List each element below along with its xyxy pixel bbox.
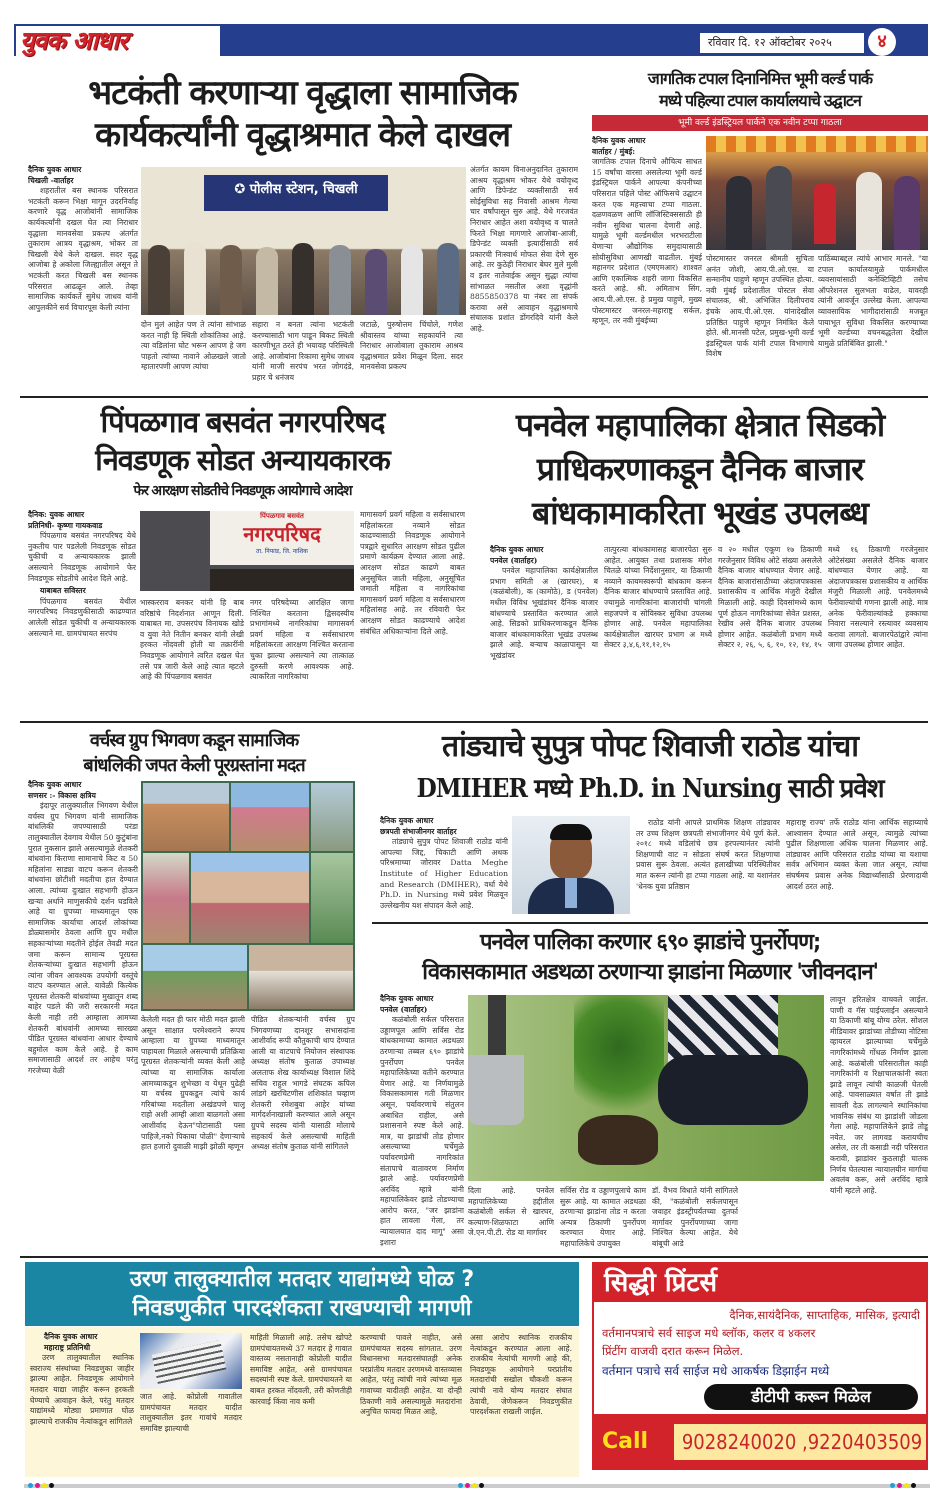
photo-nagarparishad (140, 511, 354, 591)
article-zade-left (380, 994, 464, 1254)
article-uran-col1: उरण तालुक्यातील स्थानिक स्वराज्य संस्थांच्या निवडणुका जाहीर झाल्या आहेत. निवडणूक आयोगाने मतदार याद्या जाहीर करून हरकती घेण्याचे आवाहन केले, परंतु मतदार याद्यांमध्ये मोठ्या प्रमाणात घोळ झाल्याचे राजकीय नेत्यांकडून सांगितले (30, 1353, 134, 1426)
headline-uran-box (25, 1262, 579, 1326)
issue-date: रविवार दि. १२ ऑक्टोबर २०२५ (700, 33, 864, 53)
article-rathod-col2: राठोड यांनी आपले प्राथमिक शिक्षण तांड्यावर तर उच्च शिक्षण छत्रपती संभाजीनगर येथे पूर्ण केले. २०१८ मध्ये वडिलांचे छत्र हरपल्यानंतर त्यांनी शिक्षणाची वाट न सोडता संघर्ष करत शिक्षणाचा प्रवास सुरू ठेवला. अत्यंत हलाखीच्या परिस्थितीवर मात करून त्यांनी हा टप्पा गाठला आहे. या यशानंतर 'धेनक युवा प्रतिष्ठान (636, 818, 780, 891)
photo-voter-list (140, 1333, 242, 1389)
headline-zade-2: विकासकामात अडथळा ठरणाऱ्या झाडांना मिळणार 'जीवनदान' (422, 960, 878, 985)
article-zade-col5: लावून हरितक्षेत्र वाचवले जाईल. पाणी व गॅस पाईपलाईन असल्याने या ठिकाणी बांबू योग्य ठरेल. सोशल मीडियावर झाडांच्या तोडीच्या नोटिसा व्हायरल झाल्याच्या चर्चेमुळे नागरिकांमध्ये गोंधळ निर्माण झाला आहे. कळंबोली परिसरातील काही नागरिकांनी व रिक्षाचालकांनी स्वतः झाडे लावून त्यांची काळजी घेतली आहे. पावसाळ्यात वर्षात ती झाडे सावली देऊ लागल्याने स्थानिकांचा भावनिक संबंध या झाडांशी जोडला गेला आहे. महापालिकेने झाडे तोडू नयेत. जर लागवड करायचीच असेल, तर ती कसाडी नदी परिसरात करावी, झाडांवर कुठलाही घातक निर्णय घेतल्यास न्यायालयीन मार्गाचा अवलंब करू, असे अरविंद म्हात्रे यांनी म्हटले आहे. (830, 995, 928, 1195)
headline-vruddha-2: कार्यकर्त्यांनी वृद्धाश्रमात केले दाखल (94, 115, 511, 155)
headline-pimpalgaon-2: निवडणूक सोडत अन्यायकारक (95, 443, 390, 477)
section-divider (372, 922, 928, 924)
article-vruddha-col3: सहारा न बनता त्यांना भटकंती करण्यासाठी भाग पाडून बिकट स्थिती कारणीभूत ठरते ही भयावह परिस्थिती आहे. आजोबांना रिकामा सुमेध जाधव यांनी माजी सरपंच भरत जोगदंडे, प्रहार चे धनंजय (252, 320, 354, 382)
article-pimpalgaon-col3: नगर परिषदेच्या आरक्षित जागा निश्चित करताना द्विसदस्यीय प्रभागांमध्ये नागरिकांचा मागासवर्ग प्रवर्ग महिला व सर्वसाधारण महिलांकरता आरक्षण निश्चित करताना चुका झाल्या असल्याने त्या तात्काळ दुरुस्ती करणे आवश्यक आहे. त्याकरिता नागरिकांचा (250, 598, 354, 682)
ad-line-3: प्रिंटींग वाजवी दरात करून मिळेल. (602, 1344, 744, 1358)
group-people (141, 235, 466, 315)
article-zade-col3: सर्विस रोड व उड्डाणपुलाचे काम सुरू आहे. या कामात अडथळा ठरणाऱ्या झाडांना तोड न करता अन्यत्र ठिकाणी पुनर्रोपण करण्यात येणार आहे. महापालिकेचे उपायुक्त (560, 1186, 646, 1248)
cmyk-marks-right (890, 1483, 916, 1488)
ad-title: सिद्धी प्रिंटर्स (604, 1268, 718, 1298)
ad-dtp-pill: डीटीपी करून मिळेल (704, 1384, 918, 1410)
headline-zade-1: पनवेल पालिका करणार ६९० झाडांचे पुनर्रोपण; (480, 930, 820, 955)
article-tapal-col3: पाठिंब्याबद्दल त्यांचे आभार मानले. "या टपाल कार्यालयामुळे पार्कमधील व्यवसायांसाठी कनेक्टिव्हिटी तसेच ऑपरेशनल सुलभता वाढेल, यावरही त्यांनी आवर्जून उल्लेख केला. आपल्या व्यावसायिक भागीदारांसाठी मजबूत पायाभूत सुविधा विकसित करण्याच्या भूमी वर्ल्डच्या वचनबद्धतेला देखील यामुळे प्रतिबिंबित झाली." (818, 254, 928, 348)
cmyk-marks-center (458, 1483, 484, 1488)
article-varchasva-col3: पीडित शेतकऱ्यांनी वर्चस्व ग्रुप भिगवणच्या दानशूर सभासदांना आशीर्वाद रूपी कौतुकाची थाप देण्यात आली या वाटपाचे नियोजन संस्थापक अध्यक्ष संतोष कुताळ उपाध्यक्ष अलताफ शेख कार्याध्यक्ष विशाल शिंदे सचिव राहुल भागडे संघटक कपिल लांडगे खरचिटणीस शशिकांत चव्हाण शेतकरी रमेशबुवा आहेर यांच्या मार्गदर्शनाखाली करण्यात आले असून ग्रुपचे सदस्य यांनी यासाठी मोलाचे सहकार्य केले असल्याची माहिती अध्यक्ष संतोष कुताळ यांनी सांगितले (251, 1015, 355, 1152)
article-varchasva-col1: इंदापूर तालुक्यातील भिगवण येथील वर्चस्व ग्रुप भिगवण यांनी सामाजिक बांधलिकी जपण्यासाठी परंडा तालुक्यातील देवगाव येथील 50 कुटुंबांना पुरात नुकसान झाले असल्यामुळे शेतकरी बांधवांना किराणा सामानाचे किट व 50 महिलांना साड्या वाटप करून शेतकरी बांधवांना छोटीशी मदतीचा हात देण्यात आला. त्यांच्या दुःखात सहभागी होऊन खऱ्या अर्थाने माणुसकीचे दर्शन घडविले आहे या ग्रुपच्या माध्यमातून एक सामाजिक कार्याचा आदर्श लोकांच्या डोळ्यासमोर ठेवला आणि ग्रुप मधील सहकाऱ्यांच्या मदतीने होईल तेवढी मदत जमा करून सामान्य पूरग्रस्त शेतकऱ्यांच्या दुःखात सहभागी होऊन त्यांना जीवन आवश्यक उपयोगी वस्तूंचे वाटप करण्यात आले. यावेळी कित्येक पूरग्रस्त शेतकरी बांधवांच्या मुखातून शब्द बाहेर पडले की जरी सरकारनी मदत केली नाही तरी आम्हाला आमच्या शेतकरी बांधवांनी आमच्या सारख्या पीडित पूरग्रस्त बांधवांना आधार देण्याचे बहुमोल काम केले आहे. हे काम समाजासाठी आदर्श तर आहेच परंतु गरजेच्या वेळी (28, 801, 138, 1076)
subhead-pimpalgaon: फेर आरक्षण सोडतीचे निवडणूक आयोगाचे आदेश (133, 483, 352, 499)
photo-post-office-inauguration (706, 136, 928, 250)
byline-place: प्रतिनिधी- कृष्णा गायकवाड (28, 520, 103, 530)
article-tapal-col1: जागतिक टपाल दिनाचे औचित्य साधत 15 वर्षांचा वारसा असलेल्या भूमी वर्ल्ड इंडस्ट्रियल पार्कने आपल्या कंपनीच्या परिसरात पहिले पोस्ट ऑफिसचे उद्घाटन करत एक महत्त्वाचा टप्पा गाठला. दळणवळण आणि लॉजिस्टिक्ससाठी ही नवीन सुविधा चालना देणारी आहे. यामुळे भूमी वर्ल्डमधील भरभराटीला येणाऱ्या औद्योगिक समुदायासाठी सोयीसुविधा आणखी वाढतील. मुंबई महानगर प्रदेशात (एमएमआर) शाश्वत आणि एकात्मिक शहरी जागा विकसित करते आहे. श्री. अमिताभ सिंग, आय.पी.ओ.एस. हे प्रमुख पाहुणे, मुख्य पोस्टमास्टर जनरल-महाराष्ट्र सर्कल, म्हणून, तर नवी मुंबईच्या (592, 157, 702, 326)
article-varchasva-col2: केलेली मदत ही फार मोठी मदत झाली असून साक्षात परमेश्वराने रूपच आम्हाला या ग्रुपच्या माध्यमातून पाहायला मिळाले असल्याची प्रतिक्रिया पूरग्रस्त शेतकऱ्यांनी व्यक्त केली आहे त्यांच्या या सामाजिक कार्याला आमच्याकडून शुभेच्छा व येथून पुढेही या वर्चस्व ग्रुपकडून त्यांचे कार्य गरिबांच्या मदतीला अखंडपणे चालू राहो अशी आम्ही आशा बाळगतो असा आशीर्वाद देऊन"पोटासाठी पसा पाहिजे,नको पिकाया पोळी" देणाऱ्याचे हात हजारो दुवाळी माझी झोळी म्हणून (141, 1015, 245, 1152)
post-box (814, 184, 836, 244)
byline-place: वार्ताहर / मुंबई: (592, 146, 636, 156)
portrait-tie (565, 878, 577, 908)
collage-photo (143, 945, 247, 1009)
article-rathod-col3: महाराष्ट्र राज्य' तर्फे राठोड यांना आर्थिक सहाय्याचे आश्वासन देण्यात आले असून, त्यामुळे त्यांच्या पुढील शिक्षणाला अधिक चालना मिळणार आहे. तांड्यावर आणि परिसरात राठोड यांच्या या यशाचा सर्वत्र अभिमान व्यक्त केला जात असून, त्यांचा संघर्षमय प्रवास अनेक विद्यार्थ्यांसाठी प्रेरणादायी आदर्श ठरत आहे. (786, 818, 928, 891)
article-panvel-col1: पनवेल महापालिका कार्यक्षेत्रातील प्रभाग समिती अ (खारघर), ब (कळंबोली), क (कामोठे), ड (पनवेल) मधील विविध भूखंडांवर दैनिक बाजार बांधण्याचे प्रस्तावित करण्यात आले आहे. सिडको प्राधिकरणाकडून दैनिक बाजार बांधकामाकरिता भूखंड उपलब्ध झाले आहे. बऱ्याच काळापासून या भूखंडांवर (490, 566, 598, 660)
article-vruddha-col5: अंतर्गत कायम विनाअनुदानित तुकाराम आश्रय वृद्धाश्रम भोकर येथे वयोवृध्द आणि डिपेन्डंट व्यक्तीसाठी सर्व सोईसुविधा सह निवासी आश्रम गेल्या चार वर्षांपासून सुरु आहे. येथे गरजवंत निराधार आहेत अशा वयोवृध्द व चालते फिरते भिक्षा मागणारे आजोबा-आजी, डिपेन्डंट व्यक्ती इत्यादींसाठी सर्व प्रकारची निःस्वार्थ मोफत सेवा देणे सुरु आहे. तर कुठेही निराधार बेघर मुले मुली व इतर नातेवाईक असून सुद्धा त्यांचा सांभाळत नसतील अशा वृद्धांनी 8855850378 या नंबर ला संपर्क करावा असे आवाहन वृद्धाश्रमाचे संचालक प्रशांत डोंगरदिवे यांनी केले आहे. (470, 165, 578, 333)
article-tapal-left (592, 136, 702, 390)
article-uran-col2: जात आहे. कोप्रोली गावातील ग्रामपंचायत मतदार यादीत तालुक्यातील इतर गावांचे मतदार समाविष्ट झाल्याची (140, 1392, 242, 1433)
byline-paper: दैनिक युवक आधार (490, 545, 544, 554)
article-pimpalgaon-col1a: पिंपळगाव बसवंत नगरपरिषद येथे नुकतीच पार पडलेली निवडणूक सोडत चुकीची व अन्यायकारक झाली असल्याने निवडणूक आयोगाने फेर निवडणूक सोडतीचे आदेश दिले आहे. (28, 531, 136, 583)
article-uran-left (30, 1332, 134, 1472)
photo-police-station (141, 167, 466, 315)
byline-paper: दैनिक: युवक आधार (28, 510, 85, 519)
headline-rathod-2: DMIHER मध्ये Ph.D. in Nursing साठी प्रवेश (416, 774, 884, 804)
article-zade-col4: डॉ. वैभव विधाते यांनी सांगितले की, "कळंबोली सर्कलपासून जवाहर इंडस्ट्रीपर्यंतच्या दुतर्फा मार्गावर पुनर्रोपणाच्या जागा निश्चित केल्या आहेत. येथे बांबूची आडे (652, 1186, 738, 1248)
article-zade-col1: कळंबोली सर्कल परिसरात उड्डाणपूल आणि सर्विस रोड बांधकामाच्या कामात अडथळा ठरणाऱ्या तब्बल ६९० झाडांचे पुनर्रोपण पनवेल महापालिकेच्या वतीने करण्यात येणार आहे. या निर्णयामुळे विकासकामास गती मिळणार असून, पर्यावरणाचे संतुलन अबाधित राहील, असे प्रशासनाने स्पष्ट केले आहे. मात्र, या झाडांची तोड होणार असल्याच्या चर्चेमुळे पर्यावरणप्रेमी नागरिकांत संतापाचे वातावरण निर्माण झाले आहे. पर्यावरणप्रेमी अरविंद म्हात्रे यांनी महापालिकेवर झाडे तोडण्याचा आरोप करत, "जर झाडांना हात लावला गेला, तर न्यायालयात दाद मागू" असा इशारा (380, 1015, 464, 1247)
byline-place: महाराष्ट्र प्रतिनिधी (44, 1342, 91, 1352)
byline-place: छत्रपती संभाजीनगर वार्ताहर (380, 826, 457, 836)
sign-main: नगरपरिषद (243, 522, 321, 546)
voter-list-lines (152, 1340, 227, 1384)
headline-tapal-1: जागतिक टपाल दिनानिमित्त भूमी वर्ल्ड पार्क (647, 69, 873, 88)
article-vruddha-left (28, 165, 138, 390)
headline-panvel-3: बांधकामाकरिता भूखंड उपलब्ध (532, 494, 868, 532)
photo-popat-rathod (512, 816, 630, 914)
collage-photo (143, 783, 229, 851)
article-vruddha-col2: दोन मुलं आहेत पण ते त्यांना सांभाळ करत नाही हि स्थिती शोकांतिका आहे. त्या वडिलांना घोट भरून आपण हे जग पाहतो त्यांच्या नावाने ओळखले जातो म्हातारपणी आपण त्यांचा (141, 320, 246, 372)
article-vruddha-col4: जटाळे, पुरुषोत्तम चिंचोले, गणेश श्रीवास्तव यांच्या सहकार्याने त्या निराधार आजोबाला तुकाराम आश्रय वृद्धाश्रमात प्रवेश मिळून दिला. सदर मानवसेवा प्रकल्प (360, 320, 463, 372)
byline-paper: दैनिक युवक आधार (28, 780, 82, 789)
article-tapal-col2: पोस्टमास्तर जनरल श्रीमती सुचिता अनंत जोशी, आय.पी.ओ.एस. या सन्मानीय पाहुणे म्हणून उपस्थित होत्या. नवी मुंबई प्रदेशातील पोस्टल सेवा संचालक, श्री. अभिजित दिलीपराव इंचके आय.पी.ओ.एस. यांनादेखील प्रतिष्ठित पाहुणे म्हणून निमंत्रित केले होते. श्री.मानसी पटेल, प्रमुख-भूमी वर्ल्ड इंडस्ट्रियल पार्क यांनी टपाल विभागाचे विशेष (706, 254, 814, 359)
headline-panvel-2: प्राधिकरणाकडून दैनिक बाजार (536, 450, 864, 488)
article-vruddha-col1: शहरातील बस स्थानक परिसरात भटकंती करून भिक्षा मागून उदरनिर्वाह करणारे वृद्ध आजोबांनी सामाजिक कार्यकर्त्यांनी दखल घेत त्या निराधार वृद्धाला मानवसेवा प्रकल्प अंतर्गत तुकाराम आत्रय वृद्धाश्रम, भोकर ता चिखली येथे केले दाखल. सदर वृद्ध आजोबा हे अकोला जिल्ह्यातील असून ते भटकंती करत चिखली बस स्थानक परिसरात आढळून आले. तेव्हा सामाजिक कार्यकर्ते सुमेध जाधव यांनी आपुलकीने सर्व विचारपूस केली त्यांना (28, 186, 138, 312)
collage-photo (231, 783, 309, 851)
sapling (574, 995, 664, 1125)
byline-paper: दैनिक युवक आधार (28, 165, 82, 174)
headline-pimpalgaon-1: पिंपळगाव बसवंत नगरपरिषद (100, 405, 385, 439)
headline-panvel-1: पनवेल महापालिका क्षेत्रात सिडको (515, 406, 885, 444)
advertisement-siddhi-printers (592, 1262, 928, 1470)
collage-photo (143, 853, 189, 943)
sign-sub: ता. निफाड, जि. नाशिक (256, 548, 308, 555)
byline-paper: दैनिक युवक आधार (380, 816, 434, 825)
portrait-hair (550, 824, 592, 840)
headline-varchasva-2: बांधलिकी जपत केली पूरग्रस्तांना मदत (83, 755, 305, 776)
byline-paper: दैनिक युवक आधार (44, 1332, 98, 1341)
byline-place: चिखली -वार्ताहर (28, 175, 74, 185)
photo-collage-flood-relief (141, 781, 355, 1011)
collage-photo (311, 783, 353, 851)
article-pimpalgaon-col4: मागासवर्ग प्रवर्ग महिला व सर्वसाधारण महिलांकरता नव्याने सोडत काढण्यासाठी निवडणूक आयोगाने पत्रद्वारे सुधारित आरक्षण सोडत पुढील प्रमाणे कार्यक्रम देण्यात आला आहे. आरक्षण सोडत काढणे बाबत अनुसूचित जाती महिला, अनुसूचित जमाती महिला व नागरिकांचा मागासवर्ग प्रवर्ग महिला व सर्वसाधारण महिलांसह आहे. तर रविवारी फेर आरक्षण सोडत काढण्याचे आदेश संबंधित अधिकाऱ्यांना दिले आहे. (360, 510, 465, 636)
police-sign-text: पोलीस स्टेशन, चिखली (249, 182, 358, 197)
article-varchasva-left (28, 780, 138, 1254)
headline-uran-2: निवडणुकीत पारदर्शकता राखण्याची मागणी (132, 1296, 472, 1321)
ad-call-label: Call (602, 1429, 649, 1454)
ad-line-2: वर्तमानपत्राचे सर्व साइज मधे ब्लॉक, कलर व ४कलर (602, 1326, 816, 1340)
byline-paper: दैनिक युवक आधार (592, 136, 646, 145)
article-pimpalgaon-col1b: पिंपळगाव बसवंत येथील नगरपरिषद निवडणुकीसाठी काढण्यात आलेली सोडत चुकीची व अन्यायकारक असल्याने मा. ग्रामपंचायत सरपंच (28, 596, 136, 638)
article-panvel-col3: व २० मधील एकूण १७ ठिकाणी गरजेनुसार विविध ओटे संख्या असलेले दैनिक बाजार बांधण्यात येणार आहे. दैनिक बाजारांसाठीच्या अंदाजपत्रकास प्रशासकीय व आर्थिक मंजुरी देखील मिळाली आहे. काही दिवसांमध्ये काम पूर्ण होऊन नागरिकांच्या सेवेत प्रशस्त, रेखीव असे दैनिक बाजार उपलब्ध होणार आहेत. कळंबोली प्रभाग मध्ये सेक्टर २, २६, ५, ६, १०, १२, १४, १५ (718, 545, 822, 650)
section-divider (20, 721, 928, 723)
ad-phone-numbers[interactable]: 9028240020 ,9220403509 (681, 1430, 923, 1454)
article-pimpalgaon-left (28, 510, 136, 718)
article-uran-col5: असा आरोप स्थानिक राजकीय नेत्यांकडून करण्यात आला आहे. राजकीय नेत्यांची मागणी आहे की, निवडणूक आयोगाने परप्रांतीय मतदारांची सखोल चौकशी करून त्यांची नावे योग्य मतदार संघात ठेवावी, जेणेकरून निवडणुकीत पारदर्शकता राखली जाईल. (470, 1333, 572, 1417)
sign-top: पिंपळगाव बसवंत (260, 512, 304, 520)
subhead-inline: याबाबत सविस्तर (40, 586, 86, 596)
byline-place: पनवेल (वार्ताहर) (490, 555, 538, 565)
article-panvel-col2: तात्पुरत्या बांधकामासह बाजारपेठा सुरु आहेत. आयुक्त तथा प्रशासक मंगेश चितळे यांच्या निर्देशानुसार, या ठिकाणी नव्याने कायमस्वरूपी बांधकाम करून दैनिक बाजार बांधण्याचे प्रस्तावित आहे. ज्यामुळे नागरिकांना बाजारांची चांगली सहजपणे व सोयिस्कर सुविधा उपलब्ध होणार आहे. पनवेल महापालिका कार्यक्षेत्रातील खारघर प्रभाग अ मध्ये सेक्टर ३,४,६,११,१२,१५ (604, 545, 712, 650)
collage-photo (191, 853, 309, 943)
section-divider (20, 396, 928, 398)
cmyk-marks-left (28, 1483, 54, 1488)
article-uran-col4: करण्याची पावले नाहीत, असे ग्रामपंचायत सदस्य सांगतात. उरण विधानसभा मतदारसंघातही अनेक परप्रांतीय मतदार उरणमध्ये वास्तव्यास आहेत, परंतु त्यांची नावे त्यांच्या मूळ गावाच्या यादीतही आहेत. या दोन्ही ठिकाणी नावे असल्यामुळे मतदारांना अनुचित फायदा मिळत आहे, (360, 1333, 462, 1417)
police-sign (204, 175, 388, 211)
headline-vruddha-1: भटकंती करणाऱ्या वृद्धाला सामाजिक (88, 73, 517, 113)
article-rathod-col1: तांड्याचे सुपुत्र पोपट शिवाजी राठोड यांनी आपल्या जिद्द, चिकाटी आणि अथक परिश्रमाच्या जोरावर Datta Meghe Institute of Higher Education and Research (DMIHER), वर्धा येथे Ph.D. in Nursing मध्ये प्रवेश मिळवून उल्लेखनीय यश संपादन केले आहे. (380, 837, 508, 910)
nagarparishad-sign (210, 511, 354, 565)
collage-photo (249, 945, 353, 1009)
photo-tree-planting (468, 995, 824, 1181)
page-number: ४ (868, 28, 896, 56)
byline-place: सणसर :- विकास क्षत्रिय (28, 790, 96, 800)
ad-line-1: दैनिक,सायंदैनिक, साप्ताहिक, मासिक, इत्यादी (729, 1308, 920, 1322)
headline-uran-1: उरण तालुक्यातील मतदार याद्यांमध्ये घोळ ? (129, 1267, 475, 1292)
person-jeans (658, 1055, 808, 1125)
byline-paper: दैनिक युवक आधार (380, 994, 434, 1003)
collage-photo (311, 853, 353, 943)
subhead-tapal: भूमी वर्ल्ड इंडस्ट्रियल पार्कने एक नवीन टप्पा गाठला (592, 115, 928, 131)
article-zade-col2: दिला आहे. पनवेल महापालिकेच्या हद्दीतील कळंबोली सर्कल से खारघर, कल्याण-शिळफाटा आणि जे.एन.पी.टी. रोड या मार्गावर (468, 1186, 554, 1238)
headline-rathod-1: तांड्याचे सुपुत्र पोपट शिवाजी राठोड यांचा (441, 729, 859, 764)
soil-root-ball (578, 1115, 658, 1165)
article-panvel-left (490, 545, 598, 717)
article-rathod-left (380, 816, 508, 918)
marigold-garland (706, 136, 928, 152)
headline-tapal-2: मध्ये पहिल्या टपाल कार्यालयाचे उद्घाटन (659, 91, 861, 110)
headline-varchasva-1: वर्चस्व ग्रुप भिगवण कडून सामाजिक (89, 730, 299, 751)
police-emblem-icon: ✪ (234, 182, 250, 197)
ad-line-4: वर्तमान पत्राचे सर्व साईज मधे आकर्षक डिझाईन मध्ये (602, 1364, 830, 1378)
article-pimpalgaon-col2: भास्करराव बनकर यांनी हि बाब वरिष्ठांचे निदर्शनात आणून दिली. याबाबत मा. उपसरपंच विनायक खोडे व युवा नेते नितीन बनकर यांनी लेखी हरकत नोंदवली होती या तक्रारींनी निवडणूक आयोगाने त्वरित दखल घेत तसे पत्र जारी केले आहे त्यात म्हटले आहे की पिंपळगाव बसवंत (140, 598, 244, 682)
byline-place: पनवेल (वार्ताहर) (380, 1004, 428, 1014)
article-panvel-col4: मध्ये १६ ठिकाणी गरजेनुसार ओटेसंख्या असलेले दैनिक बाजार बांधण्यात येणार आहे. या अंदाजपत्रकास प्रशासकीय व आर्थिक मंजुरी मिळाली आहे. पनवेलमध्ये फेरीवाल्यांची गणना झाली आहे. मात्र अनेक फेरीवाल्यांकडे हक्काचा निवारा नसल्याने रस्त्यावर व्यवसाय करावा लागतो. बाजारपेठांद्वारे त्यांना जागा उपलब्ध होणार आहेत. (828, 545, 928, 650)
article-uran-col3: माहिती मिळाली आहे. तसेच खोपटे ग्रामपंचायतमध्ये 37 मतदार हे गावात वास्तव्य नसतानाही कोप्रोली यादीत समाविष्ट आहेत, असे ग्रामपंचायत सदस्यांनी स्पष्ट केले. ग्रामपंचायतने या बाबत हरकत नोंदवली, तरी कोणतीही कारवाई किंवा नाव कमी (250, 1333, 352, 1406)
newspaper-logo: युवक आधार (16, 26, 220, 56)
section-divider (20, 1256, 928, 1258)
shovel-blade (468, 1055, 524, 1125)
